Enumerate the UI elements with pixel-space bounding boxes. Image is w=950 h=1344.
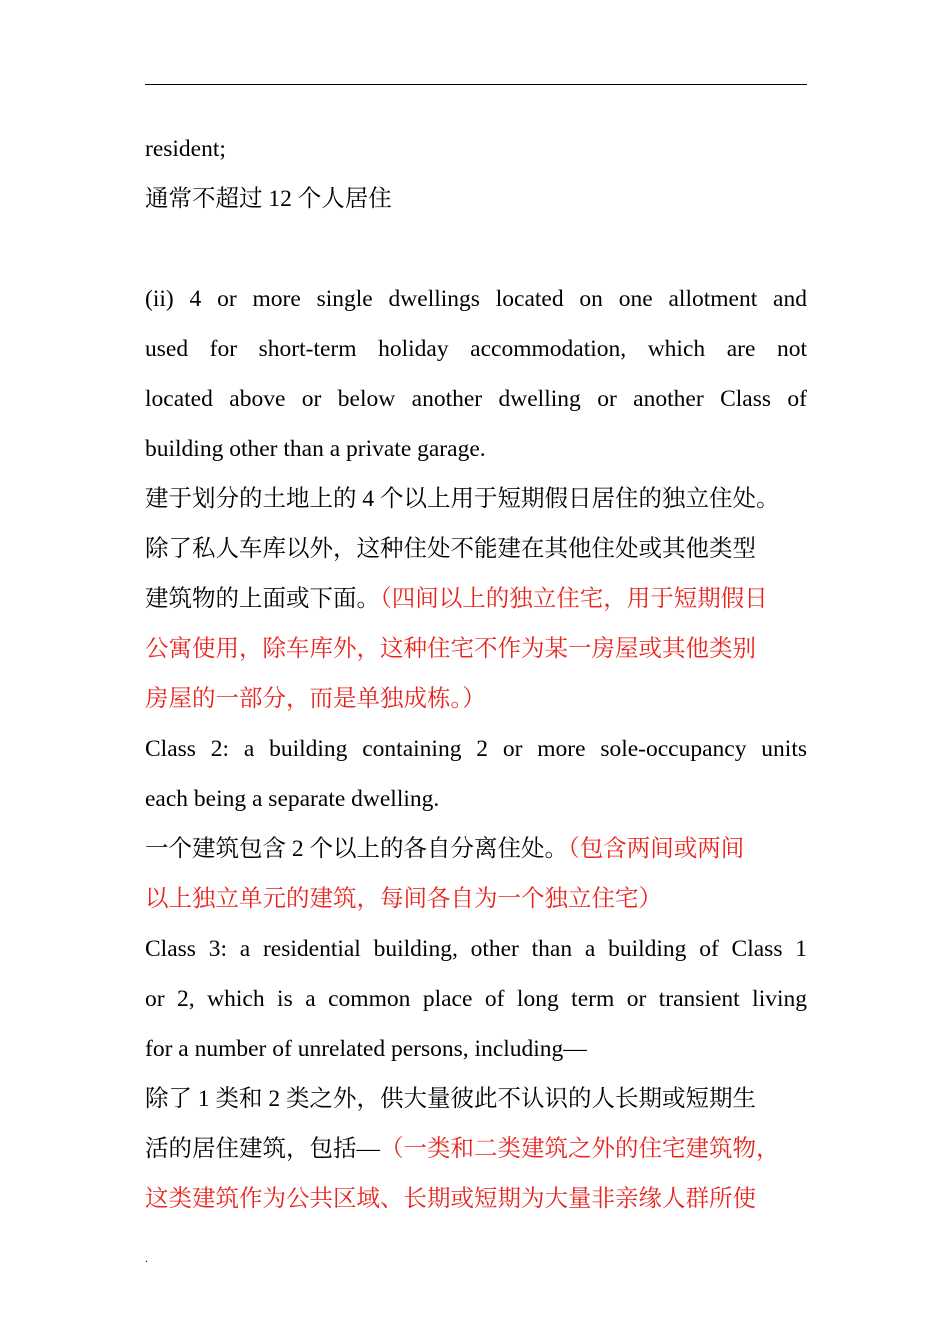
text-line <box>145 624 807 674</box>
body-text: for a number of unrelated persons, including— <box>145 1036 587 1062</box>
text-line <box>145 474 807 524</box>
body-text: resident; <box>145 136 226 162</box>
text-line <box>145 1074 807 1124</box>
annotation-text: （包含两间或两间 <box>568 836 745 862</box>
body-text: 建筑物的上面或下面。 <box>145 586 380 612</box>
body-text: Class 2: a building containing 2 or more sole-occupancy units <box>145 736 807 762</box>
body-text: 活的居住建筑，包括— <box>145 1136 380 1162</box>
body-text: 通常不超过 12 个人居住 <box>145 186 392 212</box>
text-line <box>145 524 807 574</box>
text-line <box>145 274 807 324</box>
body-text: 一个建筑包含 2 个以上的各自分离住处。 <box>145 836 568 862</box>
body-text: Class 3: a residential building, other than a building of Class 1 <box>145 936 807 962</box>
text-line <box>145 324 807 374</box>
footer-mark: . <box>145 1251 148 1265</box>
text-line <box>145 1174 807 1224</box>
annotation-text: （一类和二类建筑之外的住宅建筑物， <box>380 1136 780 1162</box>
blank-line <box>145 224 807 274</box>
annotation-text: （四间以上的独立住宅，用于短期假日 <box>380 586 768 612</box>
body-text: used for short-term holiday accommodation, which are not <box>145 336 807 362</box>
body-text: 建于划分的土地上的 4 个以上用于短期假日居住的独立住处。 <box>145 486 780 512</box>
body-text: located above or below another dwelling or another Class of <box>145 386 807 412</box>
text-line <box>145 374 807 424</box>
body-text: 除了私人车库以外，这种住处不能建在其他住处或其他类型 <box>145 536 756 562</box>
text-line <box>145 674 807 724</box>
text-line <box>145 574 807 624</box>
text-line <box>145 824 807 874</box>
text-line <box>145 774 807 824</box>
annotation-text: 这类建筑作为公共区域、长期或短期为大量非亲缘人群所使 <box>145 1186 756 1212</box>
text-line <box>145 124 807 174</box>
body-text: or 2, which is a common place of long term or transient living <box>145 986 807 1012</box>
text-line <box>145 924 807 974</box>
body-text: (ii) 4 or more single dwellings located on one allotment and <box>145 286 807 312</box>
text-line <box>145 424 807 474</box>
document-body <box>145 124 807 1224</box>
text-line <box>145 1124 807 1174</box>
annotation-text: 房屋的一部分，而是单独成栋。） <box>145 686 486 712</box>
annotation-text: 以上独立单元的建筑，每间各自为一个独立住宅） <box>145 886 662 912</box>
text-line <box>145 174 807 224</box>
header-rule <box>145 84 807 85</box>
text-line <box>145 724 807 774</box>
text-line <box>145 974 807 1024</box>
body-text: each being a separate dwelling. <box>145 786 440 812</box>
text-line <box>145 874 807 924</box>
text-line <box>145 1024 807 1074</box>
body-text: building other than a private garage. <box>145 436 486 462</box>
annotation-text: 公寓使用，除车库外，这种住宅不作为某一房屋或其他类别 <box>145 636 756 662</box>
body-text: 除了 1 类和 2 类之外，供大量彼此不认识的人长期或短期生 <box>145 1086 756 1112</box>
